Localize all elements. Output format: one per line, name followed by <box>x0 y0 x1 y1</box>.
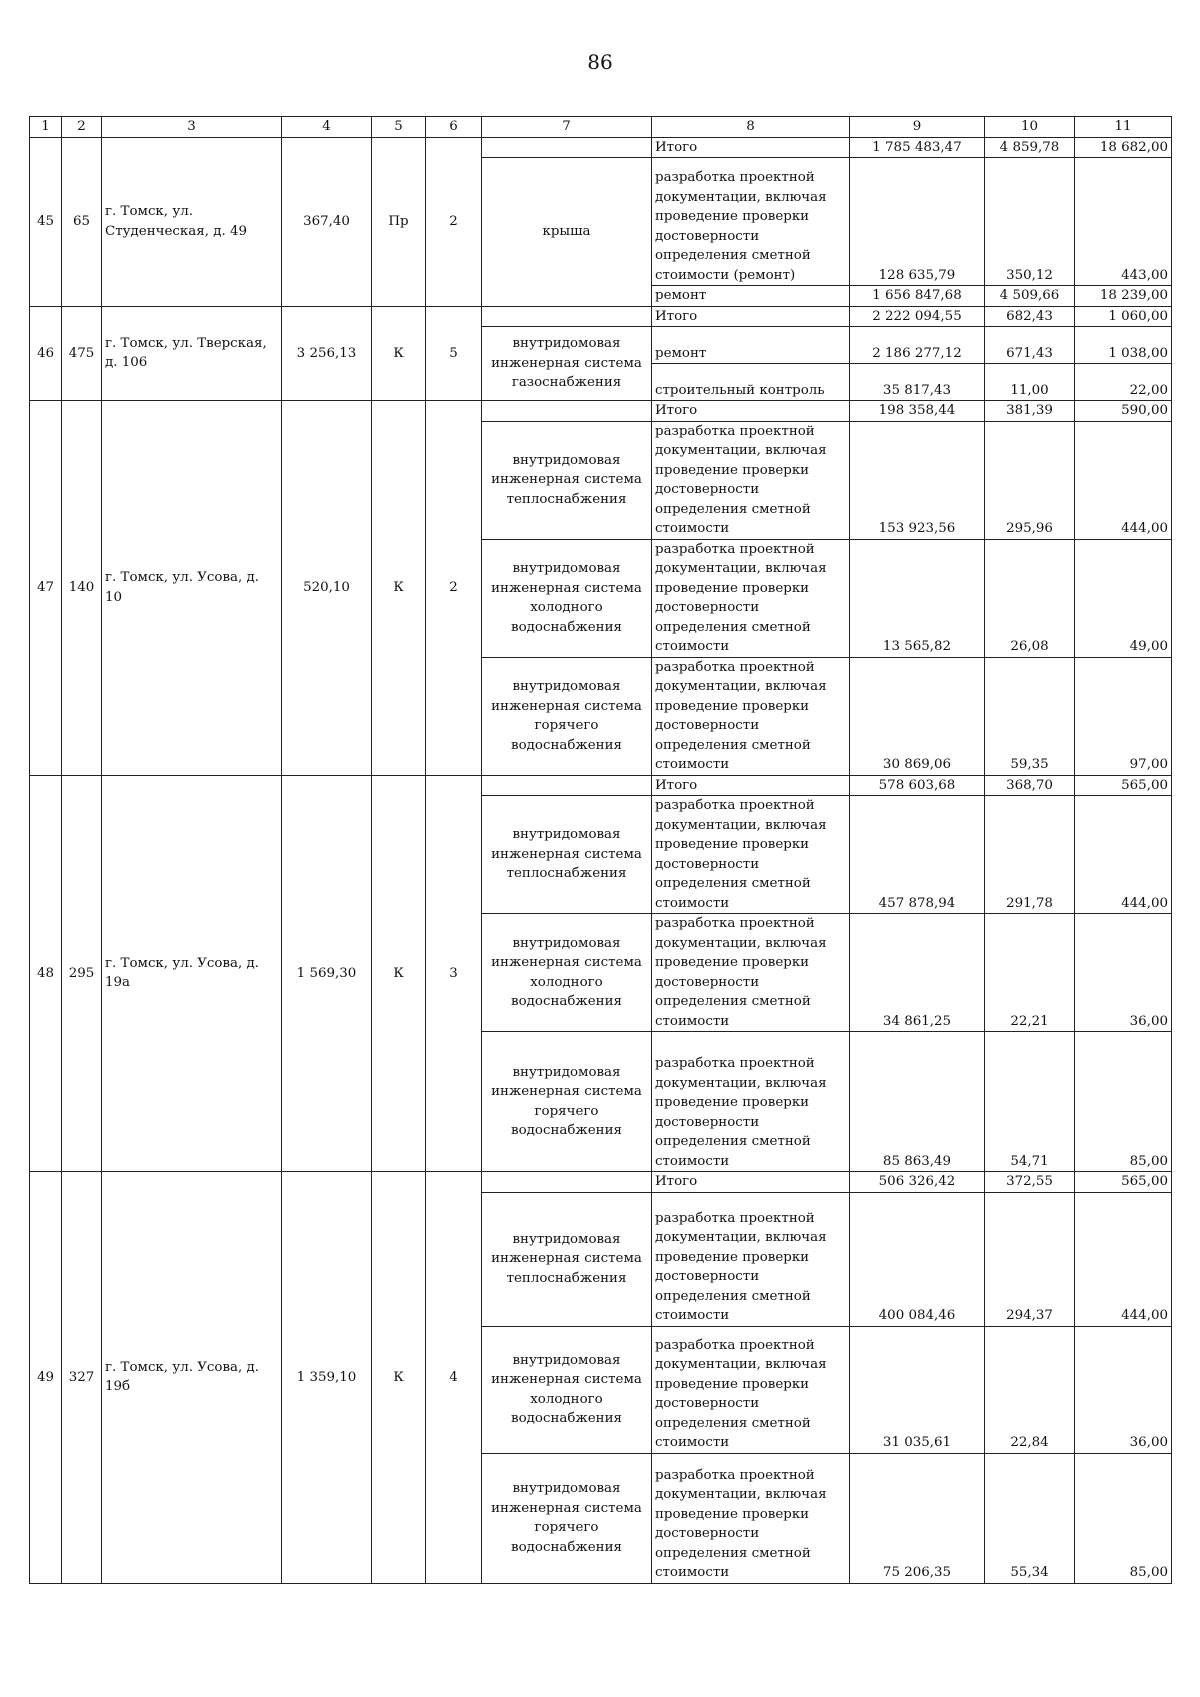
system-name: внутридомовая инженерная система холодного водоснабжения <box>482 1326 652 1453</box>
repair-program-table <box>29 116 1172 1584</box>
column-header: 9 <box>850 117 985 138</box>
house-address: г. Томск, ул. Усова, д. 10 <box>102 401 282 776</box>
total-limit: 18 682,00 <box>1075 137 1172 158</box>
house-address: г. Томск, ул. Тверская, д. 106 <box>102 306 282 401</box>
total-label: Итого <box>652 137 850 158</box>
work-limit: 36,00 <box>1075 1326 1172 1453</box>
work-term: 3 <box>426 775 482 1172</box>
work-limit: 18 239,00 <box>1075 286 1172 307</box>
work-description: разработка проектной документации, включая проведение проверки достоверности определения сметной стоимости <box>652 539 850 657</box>
work-limit: 36,00 <box>1075 914 1172 1032</box>
work-unit-cost: 55,34 <box>985 1453 1075 1583</box>
work-unit-cost: 26,08 <box>985 539 1075 657</box>
column-header: 8 <box>652 117 850 138</box>
work-unit-cost: 22,84 <box>985 1326 1075 1453</box>
total-cost: 506 326,42 <box>850 1172 985 1193</box>
work-type: Пр <box>372 137 426 306</box>
house-area: 1 359,10 <box>282 1172 372 1584</box>
empty-cell <box>482 306 652 327</box>
work-unit-cost: 671,43 <box>985 327 1075 364</box>
work-limit: 49,00 <box>1075 539 1172 657</box>
system-name: внутридомовая инженерная система горячего водоснабжения <box>482 657 652 775</box>
work-limit: 97,00 <box>1075 657 1172 775</box>
total-unit-cost: 381,39 <box>985 401 1075 422</box>
total-unit-cost: 682,43 <box>985 306 1075 327</box>
total-row <box>30 401 1172 422</box>
column-header: 7 <box>482 117 652 138</box>
work-unit-cost: 54,71 <box>985 1032 1075 1172</box>
work-description: разработка проектной документации, включая проведение проверки достоверности определения сметной стоимости <box>652 1326 850 1453</box>
work-limit: 443,00 <box>1075 158 1172 286</box>
row-number: 49 <box>30 1172 62 1584</box>
work-description: разработка проектной документации, включая проведение проверки достоверности определения сметной стоимости <box>652 796 850 914</box>
work-description: разработка проектной документации, включая проведение проверки достоверности определения сметной стоимости <box>652 1192 850 1326</box>
system-name: внутридомовая инженерная система холодного водоснабжения <box>482 914 652 1032</box>
page-number: 86 <box>587 50 613 74</box>
column-number-row <box>30 117 1172 138</box>
work-cost: 31 035,61 <box>850 1326 985 1453</box>
work-term: 2 <box>426 137 482 306</box>
work-unit-cost: 291,78 <box>985 796 1075 914</box>
work-cost: 75 206,35 <box>850 1453 985 1583</box>
work-cost: 128 635,79 <box>850 158 985 286</box>
work-description: разработка проектной документации, включая проведение проверки достоверности определения сметной стоимости <box>652 914 850 1032</box>
work-unit-cost: 11,00 <box>985 364 1075 401</box>
total-limit: 565,00 <box>1075 775 1172 796</box>
work-limit: 444,00 <box>1075 421 1172 539</box>
house-area: 1 569,30 <box>282 775 372 1172</box>
work-type: К <box>372 306 426 401</box>
total-cost: 1 785 483,47 <box>850 137 985 158</box>
work-type: К <box>372 775 426 1172</box>
house-area: 520,10 <box>282 401 372 776</box>
row-number: 45 <box>30 137 62 306</box>
work-description: строительный контроль <box>652 364 850 401</box>
work-cost: 13 565,82 <box>850 539 985 657</box>
work-term: 2 <box>426 401 482 776</box>
system-name: внутридомовая инженерная система газоснабжения <box>482 327 652 401</box>
work-cost: 34 861,25 <box>850 914 985 1032</box>
empty-cell <box>482 137 652 158</box>
total-unit-cost: 372,55 <box>985 1172 1075 1193</box>
work-cost: 1 656 847,68 <box>850 286 985 307</box>
work-unit-cost: 294,37 <box>985 1192 1075 1326</box>
work-description: ремонт <box>652 286 850 307</box>
work-limit: 85,00 <box>1075 1032 1172 1172</box>
work-limit: 444,00 <box>1075 796 1172 914</box>
total-limit: 565,00 <box>1075 1172 1172 1193</box>
work-limit: 22,00 <box>1075 364 1172 401</box>
column-header: 3 <box>102 117 282 138</box>
work-cost: 35 817,43 <box>850 364 985 401</box>
column-header: 11 <box>1075 117 1172 138</box>
total-row <box>30 775 1172 796</box>
total-cost: 2 222 094,55 <box>850 306 985 327</box>
column-header: 5 <box>372 117 426 138</box>
total-label: Итого <box>652 775 850 796</box>
work-unit-cost: 22,21 <box>985 914 1075 1032</box>
total-label: Итого <box>652 401 850 422</box>
house-code: 295 <box>62 775 102 1172</box>
work-type: К <box>372 401 426 776</box>
work-limit: 1 038,00 <box>1075 327 1172 364</box>
work-cost: 2 186 277,12 <box>850 327 985 364</box>
row-number: 48 <box>30 775 62 1172</box>
work-description: ремонт <box>652 327 850 364</box>
work-unit-cost: 4 509,66 <box>985 286 1075 307</box>
work-unit-cost: 59,35 <box>985 657 1075 775</box>
house-address: г. Томск, ул. Студенческая, д. 49 <box>102 137 282 306</box>
house-code: 65 <box>62 137 102 306</box>
column-header: 1 <box>30 117 62 138</box>
column-header: 10 <box>985 117 1075 138</box>
row-number: 46 <box>30 306 62 401</box>
total-row <box>30 1172 1172 1193</box>
column-header: 6 <box>426 117 482 138</box>
house-address: г. Томск, ул. Усова, д. 19а <box>102 775 282 1172</box>
system-name: внутридомовая инженерная система холодного водоснабжения <box>482 539 652 657</box>
house-code: 327 <box>62 1172 102 1584</box>
empty-cell <box>482 775 652 796</box>
work-description: разработка проектной документации, включая проведение проверки достоверности определения сметной стоимости <box>652 1032 850 1172</box>
work-cost: 400 084,46 <box>850 1192 985 1326</box>
column-header: 2 <box>62 117 102 138</box>
total-row <box>30 306 1172 327</box>
total-cost: 578 603,68 <box>850 775 985 796</box>
system-name: внутридомовая инженерная система горячего водоснабжения <box>482 1032 652 1172</box>
work-limit: 444,00 <box>1075 1192 1172 1326</box>
total-limit: 1 060,00 <box>1075 306 1172 327</box>
work-description: разработка проектной документации, включая проведение проверки достоверности определения сметной стоимости <box>652 1453 850 1583</box>
total-unit-cost: 4 859,78 <box>985 137 1075 158</box>
system-name: крыша <box>482 158 652 307</box>
work-cost: 30 869,06 <box>850 657 985 775</box>
empty-cell <box>482 1172 652 1193</box>
total-label: Итого <box>652 306 850 327</box>
work-unit-cost: 350,12 <box>985 158 1075 286</box>
total-row <box>30 137 1172 158</box>
total-label: Итого <box>652 1172 850 1193</box>
system-name: внутридомовая инженерная система теплоснабжения <box>482 1192 652 1326</box>
work-cost: 85 863,49 <box>850 1032 985 1172</box>
house-area: 3 256,13 <box>282 306 372 401</box>
work-type: К <box>372 1172 426 1584</box>
total-cost: 198 358,44 <box>850 401 985 422</box>
house-area: 367,40 <box>282 137 372 306</box>
empty-cell <box>482 401 652 422</box>
work-description: разработка проектной документации, включая проведение проверки достоверности определения сметной стоимости <box>652 421 850 539</box>
house-code: 140 <box>62 401 102 776</box>
work-description: разработка проектной документации, включая проведение проверки достоверности определения сметной стоимости (ремонт) <box>652 158 850 286</box>
work-description: разработка проектной документации, включая проведение проверки достоверности определения сметной стоимости <box>652 657 850 775</box>
work-term: 5 <box>426 306 482 401</box>
system-name: внутридомовая инженерная система теплоснабжения <box>482 796 652 914</box>
work-cost: 153 923,56 <box>850 421 985 539</box>
system-name: внутридомовая инженерная система теплоснабжения <box>482 421 652 539</box>
row-number: 47 <box>30 401 62 776</box>
total-limit: 590,00 <box>1075 401 1172 422</box>
total-unit-cost: 368,70 <box>985 775 1075 796</box>
column-header: 4 <box>282 117 372 138</box>
work-term: 4 <box>426 1172 482 1584</box>
work-cost: 457 878,94 <box>850 796 985 914</box>
system-name: внутридомовая инженерная система горячего водоснабжения <box>482 1453 652 1583</box>
work-unit-cost: 295,96 <box>985 421 1075 539</box>
house-code: 475 <box>62 306 102 401</box>
work-limit: 85,00 <box>1075 1453 1172 1583</box>
house-address: г. Томск, ул. Усова, д. 19б <box>102 1172 282 1584</box>
